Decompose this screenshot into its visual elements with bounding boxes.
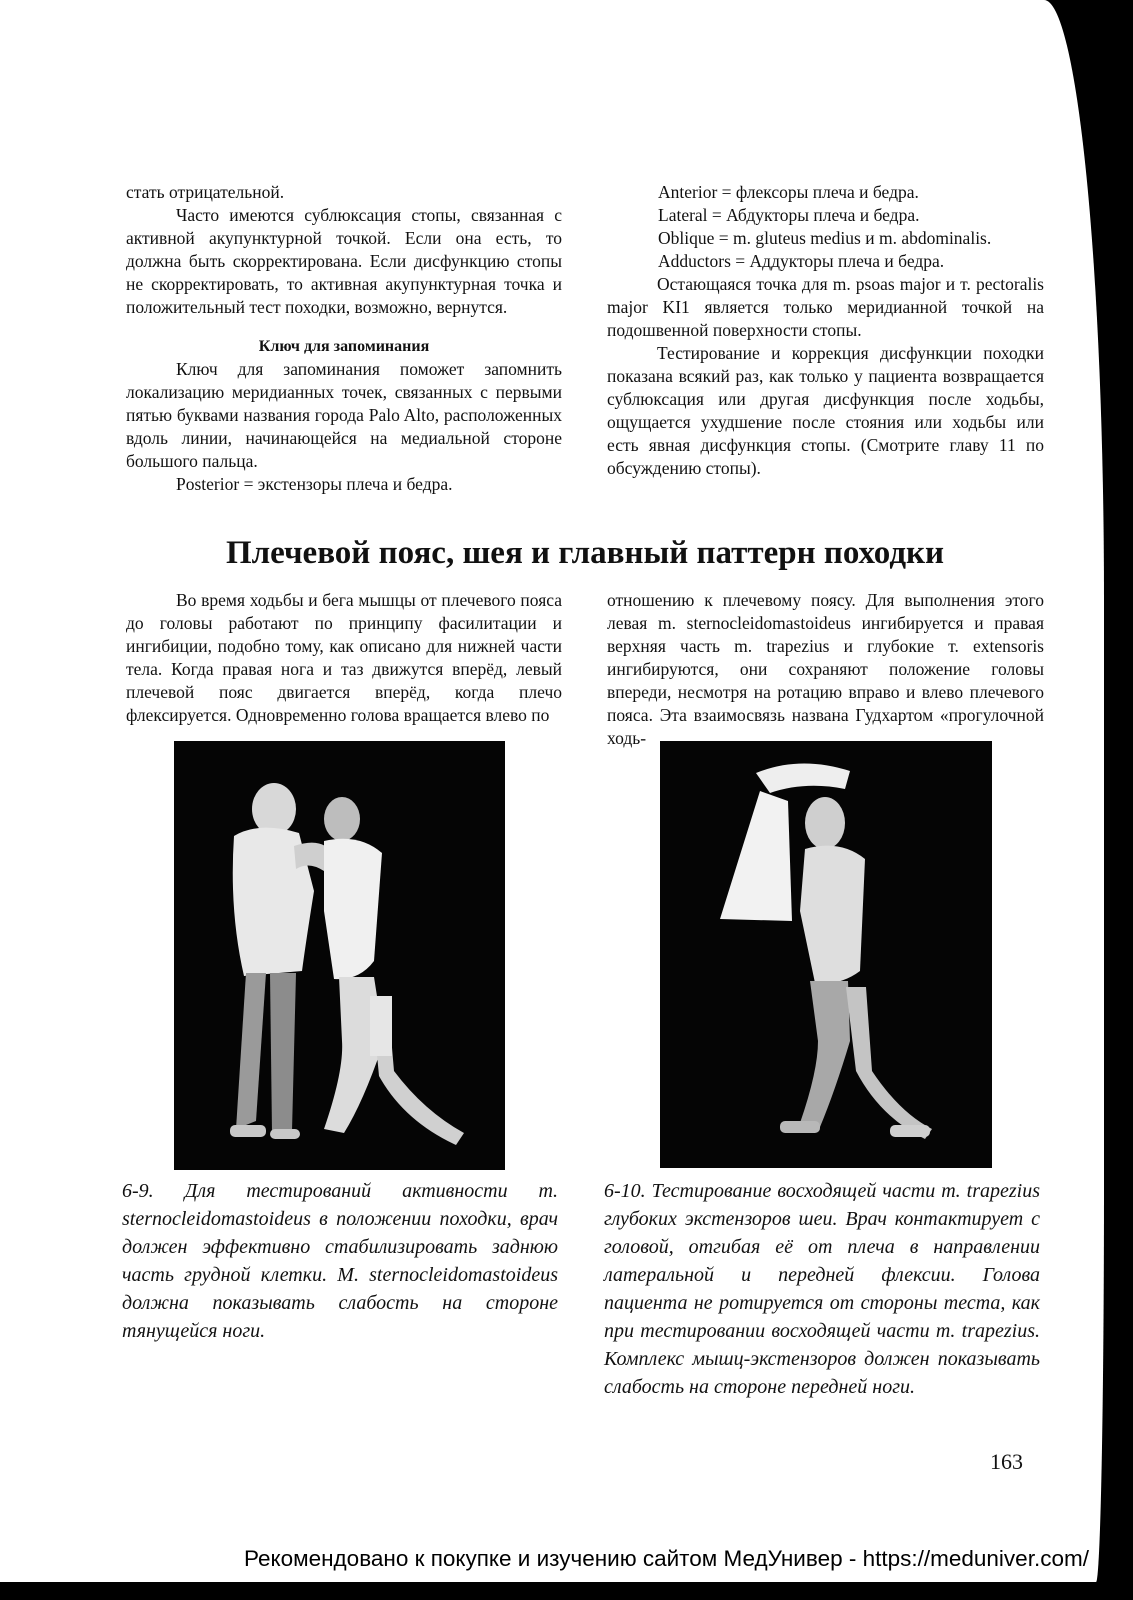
definition-line: Oblique = m. gluteus medius и m. abdominalis. <box>658 228 992 248</box>
paragraph: Во время ходьбы и бега мышцы от плечевого пояса до головы работают по принципу фасилитации и ингибиции, подобно тому, как описано для нижней части тела. Когда правая нога и таз движутся вперёд, левый плечевой пояс двигается вперёд, когда плечо флексируется. Одновременно голова вращается влево по <box>126 590 562 725</box>
paragraph: Остающаяся точка для m. psoas major и т. pectoralis major KI1 является только меридианной точкой на подошвенной поверхности стопы. <box>607 274 1044 340</box>
top-left-column <box>126 181 562 496</box>
figure-6-10-illustration <box>660 741 992 1168</box>
section-title: Плечевой пояс, шея и главный паттерн походки <box>225 535 945 571</box>
definition-line: Anterior = флексоры плеча и бедра. <box>658 182 919 202</box>
page-number: 163 <box>990 1449 1023 1474</box>
paragraph: Ключ для запоминания поможет запомнить локализацию меридианных точек, связанных с первыми пятью буквами названия города Palo Alto, расположенных вдоль линии, начинающейся на медиальной стороне большого пальца. <box>126 359 562 471</box>
definition-line: Lateral = Абдукторы плеча и бедра. <box>658 205 920 225</box>
footer-recommendation: Рекомендовано к покупке и изучению сайтом МедУнивер - https://meduniver.com/ <box>244 1546 1089 1571</box>
figure-6-10-caption: 6-10. Тестирование восходящей части m. trapezius глубоких экстензоров шеи. Врач контактирует с головой, отгибая её от плеча в направлении латеральной и передней флексии. Голова пациента не ротируется от стороны теста, как при тестировании восходящей части m. trapezius. Комплекс мышц-экстензоров должен показывать слабость на стороне передней ноги. <box>604 1180 1040 1398</box>
paragraph: отношению к плечевому поясу. Для выполнения этого левая m. sternocleidomastoideus ингибируется и правая верхняя часть m. trapezius и глубокие т. extensoris ингибируются, они сохраняют положение головы впереди, несмотря на ротацию вправо и влево плечевого пояса. Эта взаимосвязь названа Гудхартом «прогулочной ходь- <box>607 590 1044 748</box>
paragraph: Posterior = экстензоры плеча и бедра. <box>176 474 453 494</box>
top-right-column <box>607 181 1044 480</box>
paragraph: Часто имеются сублюксация стопы, связанная с активной акупунктурной точкой. Если она есть, то должна быть скорректирована. Если дисфункцию стопы не скорректировать, то активная акупунктурная точка и положительный тест походки, возможно, вернутся. <box>126 205 562 317</box>
figure-6-9-photo <box>174 741 505 1170</box>
subheading: Ключ для запоминания <box>258 338 430 355</box>
body-right-column <box>607 589 1044 750</box>
figure-6-10-photo <box>660 741 992 1168</box>
body-left-column <box>126 589 562 727</box>
figure-6-9-caption: 6-9. Для тестирований активности m. sternocleidomastoideus в положении походки, врач должен эффективно стабилизировать заднюю часть грудной клетки. M. sternocleidomastoideus должна показывать слабость на стороне тянущейся ноги. <box>122 1180 558 1342</box>
definition-line: Adductors = Аддукторы плеча и бедра. <box>658 251 945 271</box>
paragraph: стать отрицательной. <box>126 182 285 202</box>
paragraph: Тестирование и коррекция дисфункции походки показана всякий раз, как только у пациента возвращается сублюксация или другая дисфункция после ходьбы, ощущается ухудшение после стояния или ходьбы или есть явная дисфункция стопы. (Смотрите главу 11 по обсуждению стопы). <box>607 343 1044 478</box>
figure-6-9-illustration <box>174 741 505 1170</box>
